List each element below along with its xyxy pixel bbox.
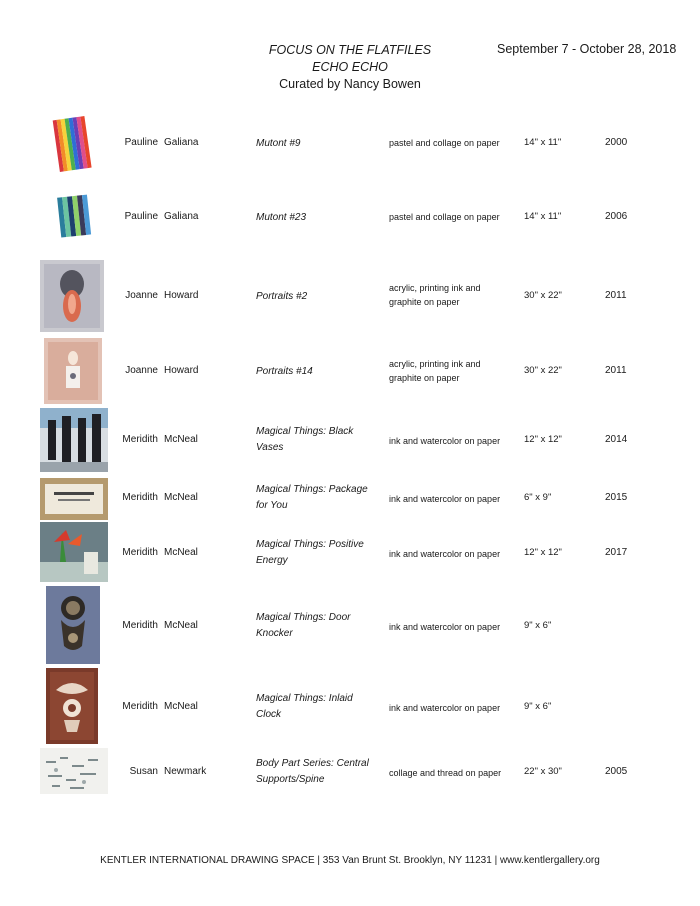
artwork-thumbnail xyxy=(54,190,96,240)
artwork-thumbnail xyxy=(44,338,102,404)
artwork-row xyxy=(0,258,700,334)
artwork-row xyxy=(0,666,700,746)
artwork-dimensions: 22" x 30" xyxy=(524,766,562,777)
artist-last-name: McNeal xyxy=(164,547,198,558)
artwork-medium: ink and watercolor on paper xyxy=(389,494,501,504)
artwork-dimensions: 30" x 22" xyxy=(524,365,562,376)
artwork-row xyxy=(0,406,700,474)
artwork-year: 2014 xyxy=(605,434,628,445)
artwork-dimensions: 12" x 12" xyxy=(524,434,562,445)
artwork-year: 2000 xyxy=(605,137,628,148)
artwork-medium: ink and watercolor on paper xyxy=(389,703,501,713)
artist-last-name: Howard xyxy=(164,290,199,301)
artist-first-name: Susan xyxy=(129,766,158,777)
artist-first-name: Meridith xyxy=(122,434,158,445)
artwork-dimensions: 12" x 12" xyxy=(524,547,562,558)
artist-first-name: Joanne xyxy=(125,290,158,301)
artist-last-name: McNeal xyxy=(164,701,198,712)
artwork-thumbnail xyxy=(50,114,94,172)
header xyxy=(220,42,480,93)
artist-last-name: Galiana xyxy=(164,211,199,222)
artwork-medium: ink and watercolor on paper xyxy=(389,549,501,559)
artwork-row xyxy=(0,110,700,176)
artwork-title: Mutont #23 xyxy=(256,212,307,223)
artwork-thumbnail xyxy=(46,586,100,664)
artwork-year: 2015 xyxy=(605,492,628,503)
artwork-year: 2011 xyxy=(605,365,627,376)
artwork-medium: acrylic, printing ink and graphite on paper xyxy=(389,283,481,307)
artwork-title: Magical Things: Positive Energy xyxy=(256,539,364,566)
artist-first-name: Pauline xyxy=(124,137,158,148)
curator-credit: Curated by Nancy Bowen xyxy=(279,77,421,91)
artwork-thumbnail xyxy=(46,668,98,744)
artwork-medium: pastel and collage on paper xyxy=(389,212,500,222)
gallery-footer: KENTLER INTERNATIONAL DRAWING SPACE | 353 Van Brunt St. Brooklyn, NY 11231 | www.kentlergallery.org xyxy=(100,855,600,866)
artist-last-name: Galiana xyxy=(164,137,199,148)
artwork-title: Magical Things: Package for You xyxy=(256,484,368,511)
exhibition-subtitle: ECHO ECHO xyxy=(312,60,388,74)
artist-first-name: Meridith xyxy=(122,620,158,631)
artwork-dimensions: 9" x 6" xyxy=(524,701,552,712)
exhibition-dates: September 7 - October 28, 2018 xyxy=(497,42,677,56)
artist-last-name: McNeal xyxy=(164,620,198,631)
artwork-medium: ink and watercolor on paper xyxy=(389,622,501,632)
artist-last-name: Howard xyxy=(164,365,199,376)
artwork-title: Mutont #9 xyxy=(256,138,301,149)
artist-first-name: Meridith xyxy=(122,492,158,503)
artwork-title: Portraits #2 xyxy=(256,291,308,302)
artwork-dimensions: 14" x 11" xyxy=(524,211,562,222)
artwork-row xyxy=(0,336,700,406)
artwork-dimensions: 9" x 6" xyxy=(524,620,552,631)
artwork-row xyxy=(0,476,700,522)
artwork-dimensions: 14" x 11" xyxy=(524,137,562,148)
artwork-row xyxy=(0,584,700,666)
artist-first-name: Meridith xyxy=(122,547,158,558)
artwork-year: 2005 xyxy=(605,766,628,777)
artwork-year: 2017 xyxy=(605,547,628,558)
artwork-medium: acrylic, printing ink and graphite on paper xyxy=(389,359,481,383)
artwork-title: Magical Things: Inlaid Clock xyxy=(256,693,353,720)
artwork-medium: collage and thread on paper xyxy=(389,768,502,778)
artwork-medium: pastel and collage on paper xyxy=(389,138,500,148)
artwork-dimensions: 30" x 22" xyxy=(524,290,562,301)
artwork-year: 2006 xyxy=(605,211,628,222)
artwork-dimensions: 6" x 9" xyxy=(524,492,552,503)
artwork-title: Body Part Series: Central Supports/Spine xyxy=(256,758,369,785)
artwork-year: 2011 xyxy=(605,290,627,301)
artist-first-name: Pauline xyxy=(124,211,158,222)
artwork-title: Magical Things: Door Knocker xyxy=(256,612,351,639)
artist-last-name: McNeal xyxy=(164,492,198,503)
artwork-title: Magical Things: Black Vases xyxy=(256,426,354,453)
exhibition-title: FOCUS ON THE FLATFILES xyxy=(268,43,432,57)
artwork-row xyxy=(0,186,700,246)
artist-last-name: McNeal xyxy=(164,434,198,445)
artist-last-name: Newmark xyxy=(164,766,207,777)
artwork-row xyxy=(0,520,700,584)
artwork-row xyxy=(0,746,700,798)
artwork-medium: ink and watercolor on paper xyxy=(389,436,501,446)
artwork-thumbnail xyxy=(40,260,104,332)
artist-first-name: Joanne xyxy=(125,365,158,376)
artist-first-name: Meridith xyxy=(122,701,158,712)
artwork-title: Portraits #14 xyxy=(256,366,313,377)
